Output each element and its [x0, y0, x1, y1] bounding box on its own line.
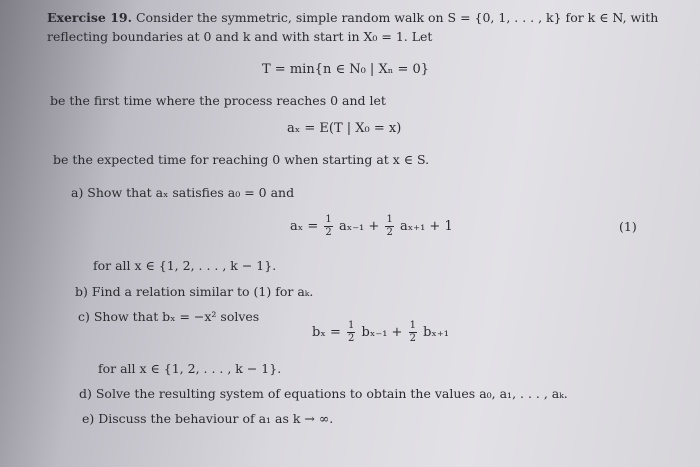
part-d-text: d) Solve the resulting system of equations to obtain the values a₀, a₁, . . . , aₖ.: [79, 386, 568, 401]
exercise-line-4: be the expected time for reaching 0 when starting at x ∈ S.: [53, 152, 430, 167]
fraction-numerator: 1: [386, 214, 393, 225]
equation-b-fraction-2: [409, 321, 417, 344]
equation-a-definition: aₓ = E(T | X₀ = x): [287, 121, 402, 136]
fraction-denominator: 2: [386, 227, 393, 238]
equation-number-1: (1): [619, 219, 637, 234]
equation-1-fraction-2: [385, 215, 393, 238]
part-c-text: c) Show that bₓ = −x² solves: [78, 309, 260, 324]
fraction-numerator: 1: [325, 214, 332, 225]
fraction-denominator: 2: [409, 333, 416, 344]
exercise-line-3: be the first time where the process reaches 0 and let: [50, 93, 386, 108]
equation-b-term-2: bₓ₊₁: [423, 325, 449, 340]
exercise-heading: Exercise 19.: [47, 10, 132, 25]
exercise-intro-line-2: reflecting boundaries at 0 and k and with start in X₀ = 1. Let: [47, 29, 433, 44]
exercise-intro-line-1: [47, 10, 658, 25]
exercise-intro-text: Consider the symmetric, simple random walk on S = {0, 1, . . . , k} for k ∈ N, with: [135, 10, 659, 25]
part-a-text: a) Show that aₓ satisfies a₀ = 0 and: [71, 185, 295, 200]
equation-b: [312, 321, 449, 344]
equation-b-fraction-1: [347, 321, 355, 344]
part-b-text: b) Find a relation similar to (1) for aₖ.: [75, 284, 314, 299]
equation-b-term-1: bₓ₋₁ +: [361, 325, 407, 340]
equation-1-lhs: aₓ =: [290, 219, 323, 234]
equation-T-definition: T = min{n ∈ N₀ | Xₙ = 0}: [262, 62, 430, 77]
fraction-numerator: 1: [409, 320, 416, 331]
fraction-denominator: 2: [348, 333, 355, 344]
equation-1: [290, 215, 453, 238]
equation-1-term-1: aₓ₋₁ +: [338, 219, 384, 234]
fraction-numerator: 1: [348, 320, 355, 331]
part-c-for-all: for all x ∈ {1, 2, . . . , k − 1}.: [98, 361, 282, 376]
equation-b-lhs: bₓ =: [312, 325, 345, 340]
part-a-for-all: for all x ∈ {1, 2, . . . , k − 1}.: [93, 258, 277, 273]
equation-1-fraction-1: [324, 215, 332, 238]
equation-1-term-2: aₓ₊₁ + 1: [399, 219, 453, 234]
part-e-text: e) Discuss the behaviour of a₁ as k → ∞.: [82, 411, 334, 426]
fraction-denominator: 2: [325, 227, 332, 238]
